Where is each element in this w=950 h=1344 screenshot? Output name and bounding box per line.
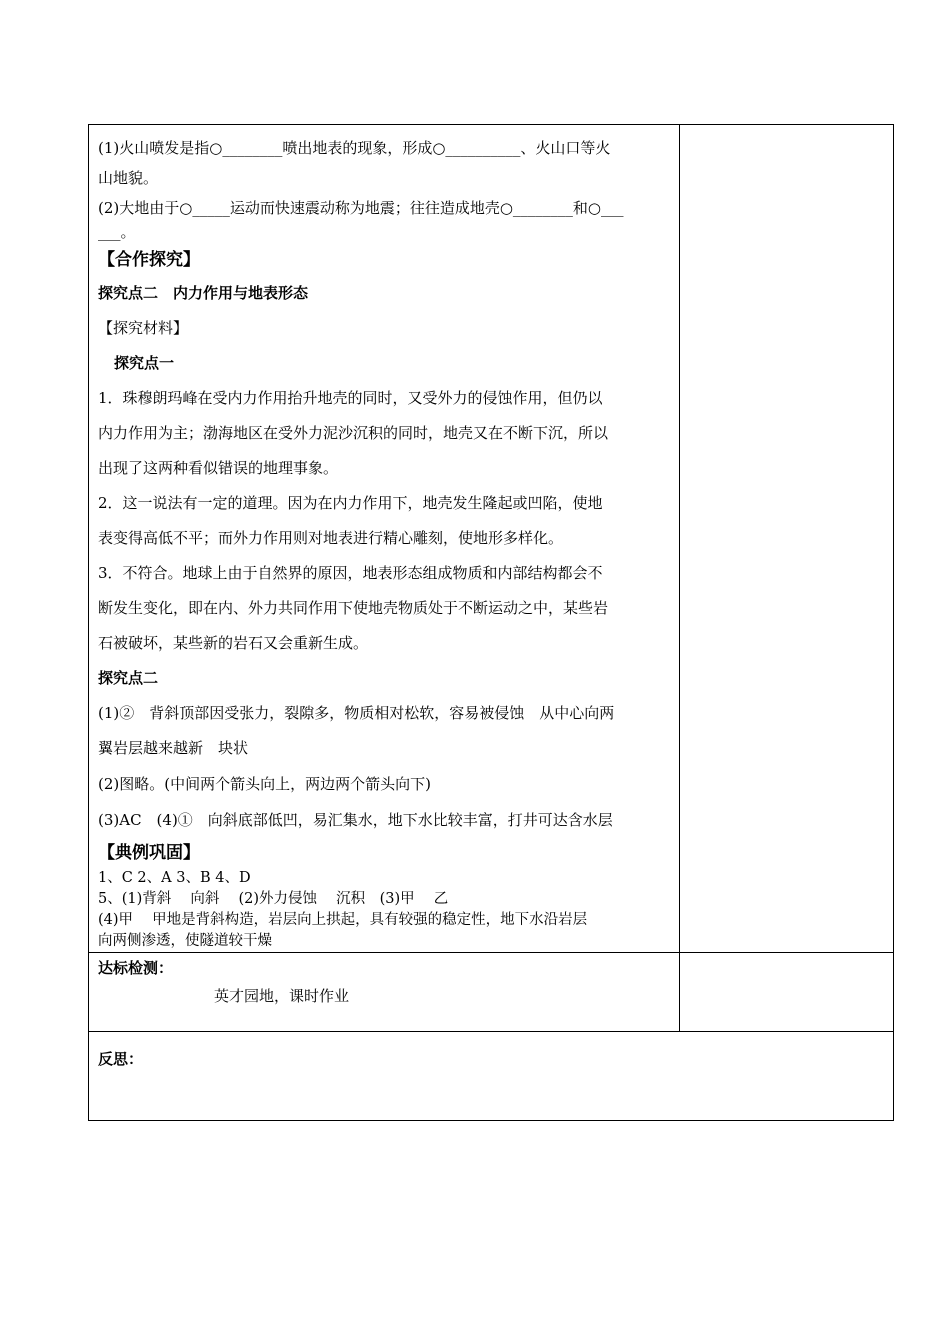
answer-paragraph-3 xyxy=(98,556,673,661)
row-divider-reflect xyxy=(89,1031,893,1032)
answer-q2: (2)图略。(中间两个箭头向上，两边两个箭头向下) xyxy=(98,775,431,793)
paragraph-line: (1)② 背斜顶部因受张力，裂隙多，物质相对松软，容易被侵蚀 从中心向两 xyxy=(98,704,615,722)
section-heading: 【合作探究】 xyxy=(98,250,200,270)
paragraph-line: 出现了这两种看似错误的地理事象。 xyxy=(98,459,339,477)
subtitle: 探究点二 内力作用与地表形态 xyxy=(98,284,309,302)
example-line: 1、C 2、A 3、B 4、D xyxy=(98,870,251,886)
answer-q1 xyxy=(98,696,673,766)
answer-paragraph-2 xyxy=(98,486,673,556)
intro-line: 山地貌。 xyxy=(98,169,159,187)
paragraph-line: 石被破坏，某些新的岩石又会重新生成。 xyxy=(98,634,369,652)
point2-label: 探究点二 xyxy=(98,669,159,687)
paragraph-line: 2．这一说法有一定的道理。因为在内力作用下，地壳发生隆起或凹陷，使地 xyxy=(98,494,603,512)
example-line: 向两侧渗透，使隧道较干燥 xyxy=(98,933,272,949)
material-label: 【探究材料】 xyxy=(98,319,189,337)
paragraph-line: 翼岩层越来越新 块状 xyxy=(98,739,249,757)
worksheet-table xyxy=(88,124,894,1121)
check-section xyxy=(98,957,673,1013)
row-divider-check xyxy=(89,952,893,953)
reflect-heading: 反思： xyxy=(98,1050,144,1068)
paragraph-line: 3．不符合。地球上由于自然界的原因，地表形态组成物质和内部结构都会不 xyxy=(98,564,603,582)
paragraph-line: 内力作用为主；渤海地区在受外力泥沙沉积的同时，地壳又在不断下沉，所以 xyxy=(98,424,609,442)
paragraph-line: 1．珠穆朗玛峰在受内力作用抬升地壳的同时，又受外力的侵蚀作用，但仍以 xyxy=(98,389,603,407)
section-heading: 【典例巩固】 xyxy=(98,843,200,863)
column-divider xyxy=(679,125,680,1031)
check-heading: 达标检测： xyxy=(98,959,174,977)
paragraph-line: 断发生变化，即在内、外力共同作用下使地壳物质处于不断运动之中，某些岩 xyxy=(98,599,609,617)
examples-section xyxy=(98,838,673,952)
intro-line: (2)大地由于○_____运动而快速震动称为地震；往往造成地壳○________和○___ xyxy=(98,199,624,217)
reflect-section xyxy=(98,1047,673,1071)
intro-section xyxy=(98,135,673,243)
example-line: (4)甲 甲地是背斜构造，岩层向上拱起，具有较强的稳定性，地下水沿岩层 xyxy=(98,912,588,928)
answer-paragraph-1 xyxy=(98,381,673,486)
point1-label: 探究点一 xyxy=(114,354,175,372)
paragraph-line: 表变得高低不平；而外力作用则对地表进行精心雕刻，使地形多样化。 xyxy=(98,529,564,547)
answer-q3: (3)AC (4)① 向斜底部低凹，易汇集水，地下水比较丰富，打井可达含水层 xyxy=(98,811,613,829)
intro-line: (1)火山喷发是指○________喷出地表的现象，形成○__________、火山口等火 xyxy=(98,139,611,157)
example-line: 5、(1)背斜 向斜 (2)外力侵蚀 沉积 (3)甲 乙 xyxy=(98,891,449,907)
intro-line: ___。 xyxy=(98,223,136,241)
check-text: 英才园地，课时作业 xyxy=(214,987,350,1005)
cooperate-section xyxy=(98,245,673,838)
